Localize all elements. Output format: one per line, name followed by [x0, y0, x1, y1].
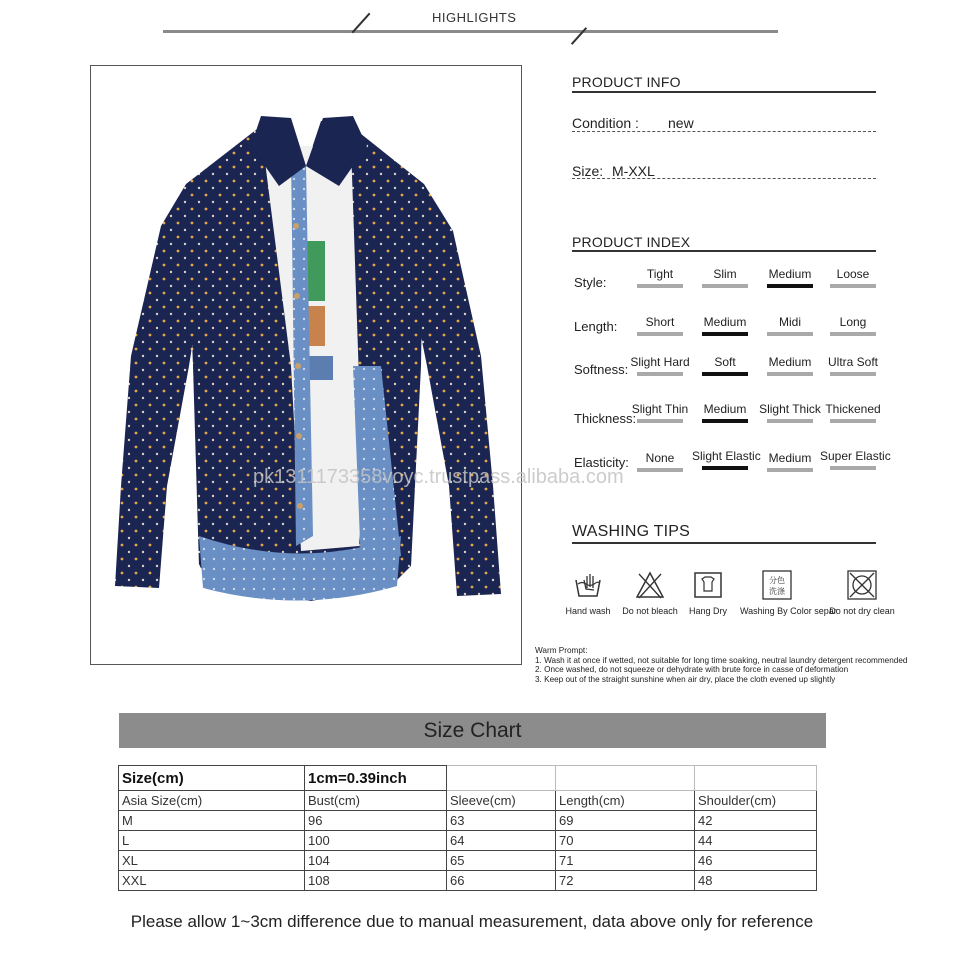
index-option: None	[627, 451, 693, 472]
product-index-title: PRODUCT INDEX	[572, 234, 691, 250]
conversion-label: 1cm=0.39inch	[305, 766, 447, 791]
table-cell: L	[119, 831, 305, 851]
hand-wash-icon	[573, 570, 603, 600]
warm-prompt-line: 3. Keep out of the straight sunshine when air dry, place the cloth evened up slightly	[535, 674, 836, 684]
column-header: Bust(cm)	[305, 791, 447, 811]
index-label-style: Style:	[574, 275, 607, 290]
table-cell: 69	[556, 811, 695, 831]
index-option-selected: Medium	[692, 315, 758, 336]
table-cell: 64	[447, 831, 556, 851]
wash-by-color-icon	[762, 570, 792, 600]
column-header: Shoulder(cm)	[695, 791, 817, 811]
table-cell: 96	[305, 811, 447, 831]
condition-dash	[572, 131, 876, 132]
index-option: Slight Hard	[627, 355, 693, 376]
warm-prompt-line: 2. Once washed, do not squeeze or dehydrate with brute force in casse of deformation	[535, 665, 849, 675]
table-cell: 46	[695, 851, 817, 871]
table-row	[119, 851, 817, 871]
warm-prompt	[535, 646, 907, 684]
size-label: Size:	[572, 163, 604, 179]
header-rule	[163, 30, 778, 33]
index-option-selected: Medium	[757, 267, 823, 288]
product-info-title: PRODUCT INFO	[572, 74, 681, 90]
table-row	[119, 871, 817, 891]
index-option: Slight Thin	[627, 402, 693, 423]
washing-tips-title: WASHING TIPS	[572, 523, 690, 540]
index-option: Ultra Soft	[820, 355, 886, 376]
index-option: Tight	[627, 267, 693, 288]
column-header: Sleeve(cm)	[447, 791, 556, 811]
table-row	[119, 811, 817, 831]
wash-item: Hand wash	[551, 570, 625, 616]
product-index-rule	[572, 250, 876, 252]
column-header: Length(cm)	[556, 791, 695, 811]
index-label-length: Length:	[574, 319, 618, 334]
wash-item: Do not bleach	[613, 570, 687, 616]
index-label-elasticity: Elasticity:	[574, 455, 629, 470]
unit-label: Size(cm)	[119, 766, 305, 791]
index-option: Slim	[692, 267, 758, 288]
index-option: Midi	[757, 315, 823, 336]
do-not-bleach-icon	[635, 570, 665, 600]
table-cell: XXL	[119, 871, 305, 891]
shirt-illustration	[91, 66, 522, 665]
wash-item: Hang Dry	[671, 570, 745, 616]
index-option: Medium	[757, 451, 823, 472]
table-row	[119, 831, 817, 851]
table-cell: 65	[447, 851, 556, 871]
column-header: Asia Size(cm)	[119, 791, 305, 811]
watermark: pk1311173358voyc.trustpass.alibaba.com	[253, 466, 624, 488]
index-label-thickness: Thickness:	[574, 411, 637, 426]
table-cell: 48	[695, 871, 817, 891]
index-option-selected: Soft	[692, 355, 758, 376]
size-chart-table	[118, 765, 817, 891]
warm-prompt-title: Warm Prompt:	[535, 646, 588, 655]
svg-text:分色: 分色	[769, 576, 785, 585]
warm-prompt-line: 1. Wash it at once if wetted, not suitable for long time soaking, neutral laundry detergent recommended	[535, 655, 908, 665]
index-label-softness: Softness:	[574, 362, 629, 377]
size-chart-banner: Size Chart	[119, 713, 826, 748]
table-cell: 70	[556, 831, 695, 851]
index-option: Slight Thick	[757, 402, 823, 423]
table-cell: 42	[695, 811, 817, 831]
size-chart-unit-row	[119, 766, 817, 791]
index-option: Long	[820, 315, 886, 336]
table-cell: 66	[447, 871, 556, 891]
do-not-dry-clean-icon	[847, 570, 877, 600]
svg-text:洗涤: 洗涤	[769, 587, 785, 596]
table-cell: 72	[556, 871, 695, 891]
table-cell: 104	[305, 851, 447, 871]
index-option: Super Elastic	[820, 449, 886, 470]
size-value: M-XXL	[612, 163, 655, 179]
condition-value: new	[668, 115, 694, 131]
wash-item: 分色 洗涤 Washing By Color separ	[740, 570, 814, 616]
product-info-rule	[572, 91, 876, 93]
table-cell: 100	[305, 831, 447, 851]
table-cell: 44	[695, 831, 817, 851]
size-dash	[572, 178, 876, 179]
table-cell: 71	[556, 851, 695, 871]
index-option-selected: Medium	[692, 402, 758, 423]
index-option-selected: Slight Elastic	[692, 449, 758, 470]
table-cell: 108	[305, 871, 447, 891]
product-photo	[90, 65, 522, 665]
condition-label: Condition :	[572, 115, 639, 131]
size-chart-header-row	[119, 791, 817, 811]
index-option: Thickened	[820, 402, 886, 423]
highlights-title: HIGHLIGHTS	[432, 10, 517, 25]
table-cell: M	[119, 811, 305, 831]
washing-tips-rule	[572, 542, 876, 544]
measurement-footnote: Please allow 1~3cm difference due to manual measurement, data above only for reference	[130, 912, 814, 931]
wash-item: Do not dry clean	[825, 570, 899, 616]
table-cell: 63	[447, 811, 556, 831]
hang-dry-icon	[693, 570, 723, 600]
table-cell: XL	[119, 851, 305, 871]
index-option: Loose	[820, 267, 886, 288]
index-option: Short	[627, 315, 693, 336]
index-option: Medium	[757, 355, 823, 376]
